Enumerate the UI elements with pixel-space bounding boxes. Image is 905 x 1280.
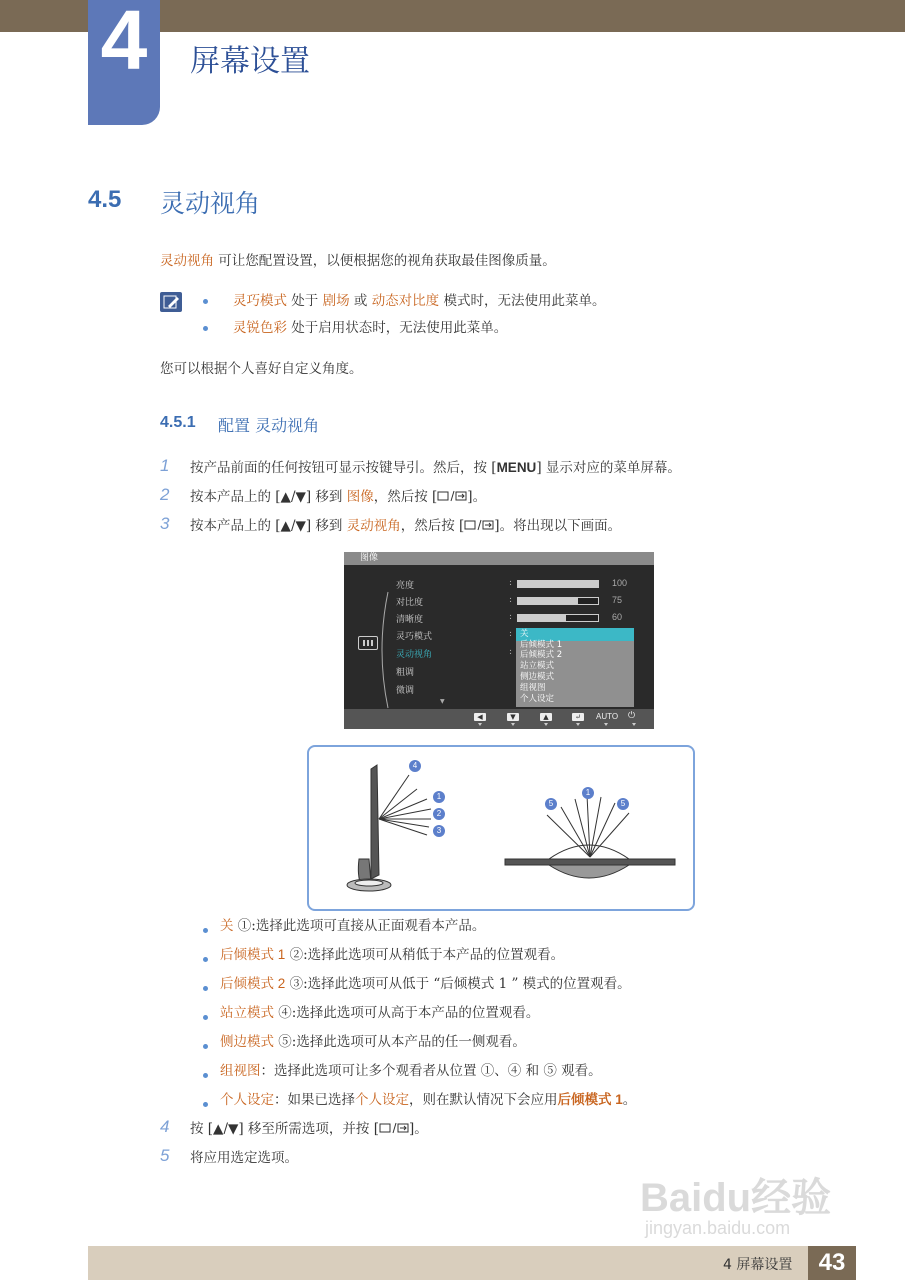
note-1-text-b: 或: [349, 293, 372, 309]
osd-key-pointer: [604, 723, 608, 726]
note-2-text: 处于启用状态时，无法使用此菜单。: [287, 320, 508, 336]
option-lean-back-2: [220, 974, 631, 994]
note-1-term-c: 动态对比度: [371, 293, 440, 309]
osd-item-fine: 微调: [396, 686, 415, 696]
option-bullet: [203, 1102, 208, 1107]
osd-enter-key-icon: ↵: [572, 713, 584, 721]
option-lean-back-1: [220, 945, 564, 965]
step-number: 2: [160, 485, 170, 504]
osd-menu-screenshot: [344, 552, 654, 729]
osd-title: 图像: [360, 553, 379, 563]
option-text: :选择此选项可从高于本产品的位置观看。: [291, 1005, 540, 1021]
option-term: 后倾模式 1: [557, 1092, 623, 1107]
step-4-text: [190, 1119, 428, 1139]
note-1-text-a: 处于: [287, 293, 323, 309]
diagram-label: 5: [617, 798, 629, 810]
osd-colon: :: [509, 647, 513, 657]
osd-option-lean-back-2: 后倾模式 2: [520, 650, 563, 660]
option-circle-number: ③: [289, 976, 304, 992]
step-1-part-a: 按产品前面的任何按钮可显示按键导引。然后，按 [: [190, 460, 497, 476]
note-2: [233, 318, 507, 338]
option-bullet: [203, 986, 208, 991]
osd-contrast-fill: [518, 598, 578, 604]
osd-option-custom: 个人设定: [520, 694, 555, 704]
osd-key-pointer: [544, 723, 548, 726]
step-2-part-c: ]。: [467, 489, 487, 505]
osd-item-magic-mode: 灵巧模式: [396, 632, 433, 642]
osd-option-side: 侧边模式: [520, 672, 555, 682]
option-standing: [220, 1003, 539, 1023]
osd-option-lean-back-1: 后倾模式 1: [520, 640, 563, 650]
option-bullet: [203, 928, 208, 933]
option-text: :选择此选项可从本产品的任一侧观看。: [291, 1034, 526, 1050]
option-circle-number: ②: [289, 947, 304, 963]
option-text: :选择此选项可从稍低于本产品的位置观看。: [303, 947, 565, 963]
osd-key-guide: [344, 709, 654, 729]
note-bullet: [203, 326, 208, 331]
osd-item-magic-angle: 灵动视角: [396, 650, 433, 660]
diagram-label: 2: [433, 808, 445, 820]
option-circle-number: ⑤: [278, 1034, 292, 1050]
osd-contrast-value: 75: [612, 595, 623, 605]
option-term: 站立模式: [220, 1005, 274, 1020]
diagram-label: 5: [545, 798, 557, 810]
step-number: 1: [160, 456, 170, 475]
osd-item-coarse: 粗调: [396, 668, 415, 678]
osd-key-pointer: [478, 723, 482, 726]
subsection-title: 配置 灵动视角: [218, 416, 320, 435]
osd-item-sharpness: 清晰度: [396, 615, 424, 625]
picture-menu-icon: [358, 636, 378, 650]
option-text: ：如果已选择: [274, 1092, 355, 1108]
step-3-term: 灵动视角: [346, 518, 401, 534]
osd-option-group-view: 组视图: [520, 683, 546, 693]
step-2-part-a: 按本产品上的 [▲/▼] 移到: [190, 489, 347, 505]
menu-key: MENU: [496, 460, 537, 475]
osd-key-pointer: [511, 723, 515, 726]
option-term: 个人设定: [220, 1092, 274, 1107]
osd-scroll-down-icon: ▼: [440, 698, 445, 705]
option-circle-number: ④: [278, 1005, 292, 1021]
option-side: [220, 1032, 526, 1052]
viewing-angle-illustration: [309, 747, 693, 909]
step-5-text: 将应用选定选项。: [190, 1150, 298, 1166]
baidu-watermark-url: jingyan.baidu.com: [645, 1218, 791, 1238]
osd-sharpness-fill: [518, 615, 566, 621]
osd-item-brightness: 亮度: [396, 581, 415, 591]
option-term: 组视图: [220, 1063, 261, 1078]
option-text: :选择此选项可直接从正面观看本产品。: [251, 918, 486, 934]
osd-colon: :: [509, 595, 513, 605]
option-term: 侧边模式: [220, 1034, 274, 1049]
baidu-watermark: Baidu经验: [640, 1176, 832, 1220]
osd-auto-label: AUTO: [596, 712, 619, 721]
option-term: 关: [220, 918, 234, 933]
step-number: 5: [160, 1146, 170, 1165]
intro-paragraph: [160, 251, 556, 271]
osd-option-off: 关: [520, 629, 529, 639]
osd-key-pointer: [576, 723, 580, 726]
osd-dropdown: [516, 628, 634, 707]
section-title: 灵动视角: [160, 189, 261, 218]
step-2-term: 图像: [346, 489, 374, 505]
option-text: :选择此选项可从低于 “后倾模式 1 ” 模式的位置观看。: [303, 976, 631, 992]
step-1-part-b: ] 显示对应的菜单屏幕。: [536, 460, 681, 476]
osd-power-icon: ⏻: [628, 711, 636, 721]
option-group-view: [220, 1061, 602, 1081]
enter-key-icon: [437, 490, 467, 502]
note-1-text-c: 模式时，无法使用此菜单。: [439, 293, 606, 309]
diagram-label: 3: [433, 825, 445, 837]
step-2-part-b: ，然后按 [: [373, 489, 438, 505]
note-icon: [160, 292, 182, 312]
option-bullet: [203, 1044, 208, 1049]
chapter-title: 屏幕设置: [190, 44, 310, 79]
option-text: 。: [622, 1092, 637, 1108]
step-1-text: [190, 458, 681, 478]
option-text: ，则在默认情况下会应用: [409, 1092, 558, 1108]
section-number: 4.5: [88, 186, 122, 213]
osd-brightness-fill: [518, 581, 598, 587]
osd-colon: :: [509, 578, 513, 588]
osd-colon: :: [509, 629, 513, 639]
osd-contrast-bar: [517, 597, 599, 605]
osd-left-key-icon: ◀: [474, 713, 486, 721]
page-number: 43: [808, 1246, 856, 1280]
option-bullet: [203, 1015, 208, 1020]
note-1-term-a: 灵巧模式: [233, 293, 287, 309]
osd-down-key-icon: ▼: [507, 713, 519, 721]
osd-brightness-bar: [517, 580, 599, 588]
option-bullet: [203, 957, 208, 962]
option-term: 个人设定: [355, 1092, 409, 1107]
osd-key-pointer: [632, 723, 636, 726]
osd-sharpness-bar: [517, 614, 599, 622]
osd-item-contrast: 对比度: [396, 598, 424, 608]
subsection-number: 4.5.1: [160, 414, 196, 431]
osd-title-bar: [344, 552, 654, 565]
viewing-angle-diagram: [307, 745, 695, 911]
option-off: [220, 916, 485, 936]
option-text: ：选择此选项可让多个观看者从位置 ①、④ 和 ⑤ 观看。: [260, 1063, 602, 1079]
diagram-label: 4: [409, 760, 421, 772]
note-1-term-b: 剧场: [322, 293, 350, 309]
osd-curve: [376, 590, 390, 710]
osd-brightness-value: 100: [612, 578, 628, 588]
note-bullet: [203, 299, 208, 304]
step-3-part-a: 按本产品上的 [▲/▼] 移到: [190, 518, 347, 534]
enter-key-icon: [464, 519, 494, 531]
osd-colon: :: [509, 612, 513, 622]
intro-text: 可让您配置设置，以便根据您的视角获取最佳图像质量。: [214, 253, 556, 269]
intro-term: 灵动视角: [160, 253, 214, 269]
diagram-label: 1: [433, 791, 445, 803]
step-3-part-c: ]。将出现以下画面。: [494, 518, 622, 534]
note-1: [233, 291, 605, 311]
step-3-part-b: ，然后按 [: [400, 518, 465, 534]
step-3-text: [190, 516, 621, 536]
option-bullet: [203, 1073, 208, 1078]
osd-sharpness-value: 60: [612, 612, 623, 622]
chapter-number: 4: [100, 0, 148, 87]
step-number: 3: [160, 514, 170, 533]
option-custom: [220, 1090, 636, 1110]
note-2-term: 灵锐色彩: [233, 320, 287, 336]
step-4-part-a: 按 [▲/▼] 移至所需选项，并按 [: [190, 1121, 379, 1137]
diagram-label: 1: [582, 787, 594, 799]
footer-chapter-label: 4 屏幕设置: [723, 1257, 793, 1273]
option-term: 后倾模式 2: [220, 976, 286, 991]
step-4-part-b: ]。: [409, 1121, 428, 1137]
osd-option-standing: 站立模式: [520, 661, 555, 671]
step-number: 4: [160, 1117, 170, 1136]
step-2-text: [190, 487, 486, 507]
option-circle-number: ①: [237, 918, 252, 934]
enter-key-icon: [379, 1122, 409, 1134]
osd-up-key-icon: ▲: [540, 713, 552, 721]
option-term: 后倾模式 1: [220, 947, 286, 962]
custom-paragraph: 您可以根据个人喜好自定义角度。: [160, 361, 363, 377]
